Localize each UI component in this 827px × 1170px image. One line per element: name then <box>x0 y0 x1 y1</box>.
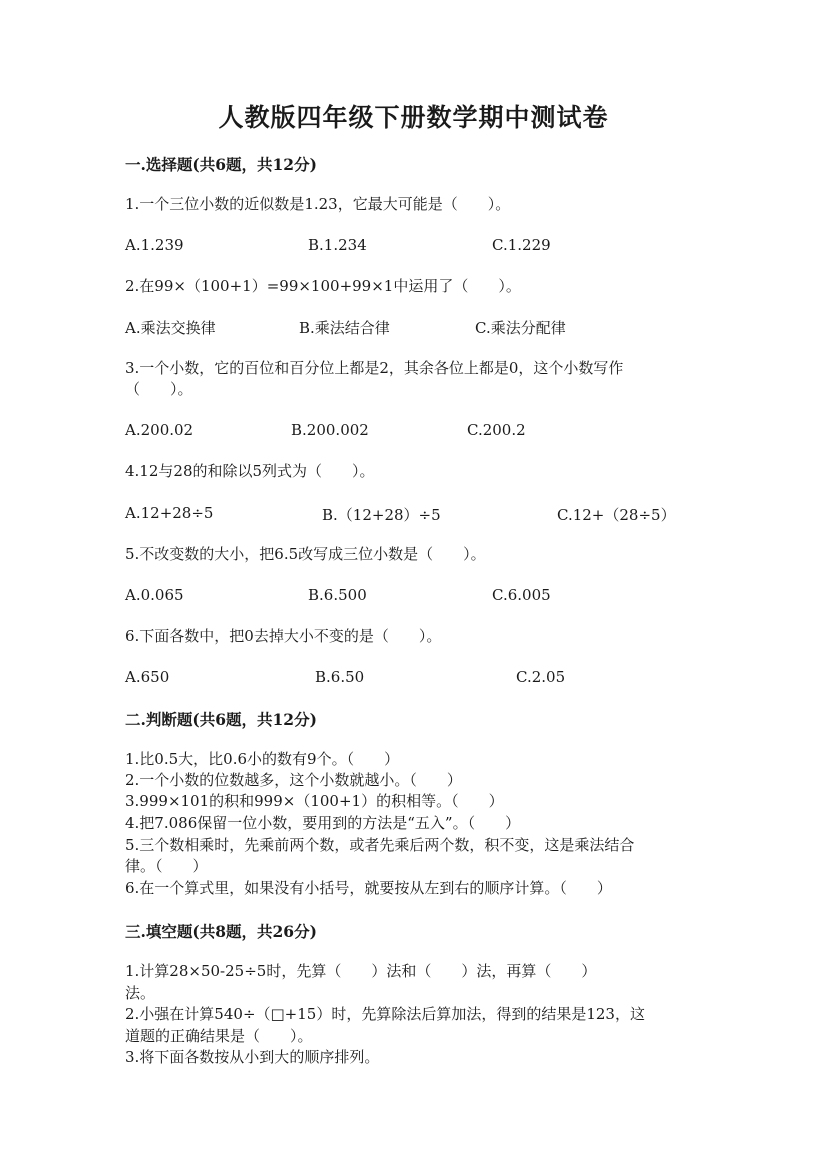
section-heading-judgment: 二.判断题(共6题，共12分) <box>125 710 317 729</box>
judgment-item: 1.比0.5大，比0.6小的数有9个。（ ） <box>125 750 400 768</box>
option-b: B.6.500 <box>308 586 367 604</box>
page-title: 人教版四年级下册数学期中测试卷 <box>218 103 609 132</box>
option-c: C.200.2 <box>467 421 526 439</box>
option-a: A.12+28÷5 <box>125 504 214 522</box>
fill-item: 3.将下面各数按从小到大的顺序排列。 <box>125 1048 380 1066</box>
option-a: A.0.065 <box>125 586 184 604</box>
question-text: 3.一个小数，它的百位和百分位上都是2，其余各位上都是0，这个小数写作 <box>125 359 624 377</box>
question-text: 4.12与28的和除以5列式为（ ）。 <box>125 462 375 480</box>
option-b: B.200.002 <box>291 421 369 439</box>
judgment-item: 3.999×101的积和999×（100+1）的积相等。（ ） <box>125 792 504 810</box>
option-a: A.乘法交换律 <box>125 319 216 337</box>
option-a: A.1.239 <box>125 236 184 254</box>
option-b: B.（12+28）÷5 <box>322 506 441 524</box>
section-heading-choice: 一.选择题(共6题，共12分) <box>125 155 317 174</box>
fill-item: 2.小强在计算540÷（□+15）时，先算除法后算加法，得到的结果是123，这 <box>125 1005 645 1023</box>
fill-item-continued: 道题的正确结果是（ ）。 <box>125 1027 313 1045</box>
question-text-continued: （ ）。 <box>125 380 193 398</box>
fill-item: 1.计算28×50-25÷5时，先算（ ）法和（ ）法，再算（ ） <box>125 962 597 980</box>
section-heading-fill-blank: 三.填空题(共8题，共26分) <box>125 922 317 941</box>
option-c: C.12+（28÷5） <box>557 506 676 524</box>
judgment-item: 4.把7.086保留一位小数，要用到的方法是“五入”。（ ） <box>125 814 521 832</box>
fill-item-continued: 法。 <box>125 984 156 1002</box>
option-b: B.1.234 <box>308 236 367 254</box>
option-a: A.200.02 <box>125 421 194 439</box>
judgment-item-continued: 律。（ ） <box>125 857 208 875</box>
option-b: B.6.50 <box>315 668 365 686</box>
judgment-item: 5.三个数相乘时，先乘前两个数，或者先乘后两个数，积不变，这是乘法结合 <box>125 836 635 854</box>
question-text: 5.不改变数的大小，把6.5改写成三位小数是（ ）。 <box>125 545 486 563</box>
option-a: A.650 <box>125 668 170 686</box>
question-text: 2.在99×（100+1）=99×100+99×1中运用了（ ）。 <box>125 277 521 295</box>
option-c: C.乘法分配律 <box>475 319 566 337</box>
judgment-item: 2.一个小数的位数越多，这个小数就越小。（ ） <box>125 771 462 789</box>
option-b: B.乘法结合律 <box>299 319 390 337</box>
option-c: C.6.005 <box>492 586 551 604</box>
question-text: 1.一个三位小数的近似数是1.23，它最大可能是（ ）。 <box>125 195 511 213</box>
question-text: 6.下面各数中，把0去掉大小不变的是（ ）。 <box>125 627 442 645</box>
option-c: C.1.229 <box>492 236 551 254</box>
judgment-item: 6.在一个算式里，如果没有小括号，就要按从左到右的顺序计算。（ ） <box>125 879 612 897</box>
option-c: C.2.05 <box>516 668 566 686</box>
